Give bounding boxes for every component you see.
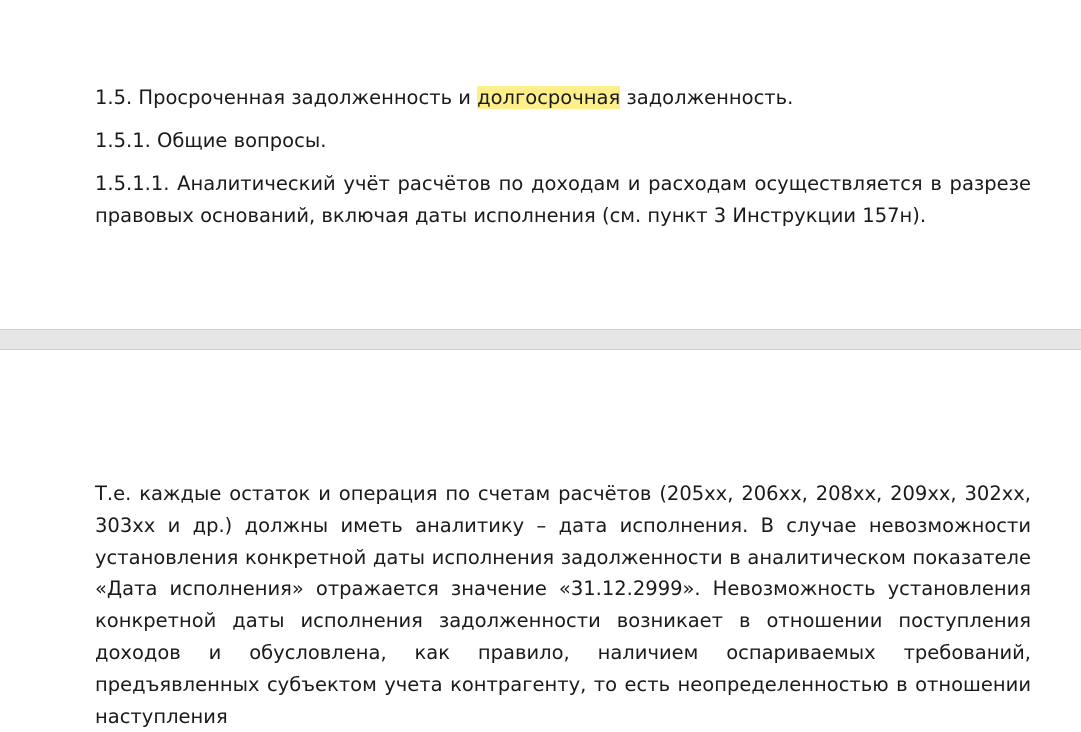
paragraph-1-5-1-1: 1.5.1.1. Аналитический учёт расчётов по доходам и расходам осуществляется в разрезе правовых оснований, включая даты исполнения (см. пункт 3 Инструкции 157н). bbox=[95, 172, 1031, 227]
heading-text-after: задолженность. bbox=[620, 86, 794, 109]
heading-text-before: 1.5. Просроченная задолженность и bbox=[95, 86, 478, 109]
document-page-2 bbox=[0, 350, 1081, 728]
highlighted-word: долгосрочная bbox=[477, 86, 621, 109]
section-heading-1-5-1: 1.5.1. Общие вопросы. bbox=[95, 129, 327, 152]
page-break-separator bbox=[0, 329, 1081, 350]
section-heading-1-5 bbox=[95, 82, 1031, 114]
body-paragraph: Т.е. каждые остаток и операция по счетам расчётов (205хх, 206хх, 208хх, 209хх, 302хх, 303хх и др.) должны иметь аналитику – дата исполнения. В случае невозможности установления конкретной даты исполнения задолженности в аналитическом показателе «Дата исполнения» отражается значение «31.12.2999». Невозможность установления конкретной даты исполнения задолженности возникает в отношении поступления доходов и обусловлена, как правило, наличием оспариваемых требований, предъявленных субъектом учета контрагенту, то есть неопределенностью в отношении наступления bbox=[95, 482, 1031, 728]
document-page-1 bbox=[0, 0, 1081, 329]
